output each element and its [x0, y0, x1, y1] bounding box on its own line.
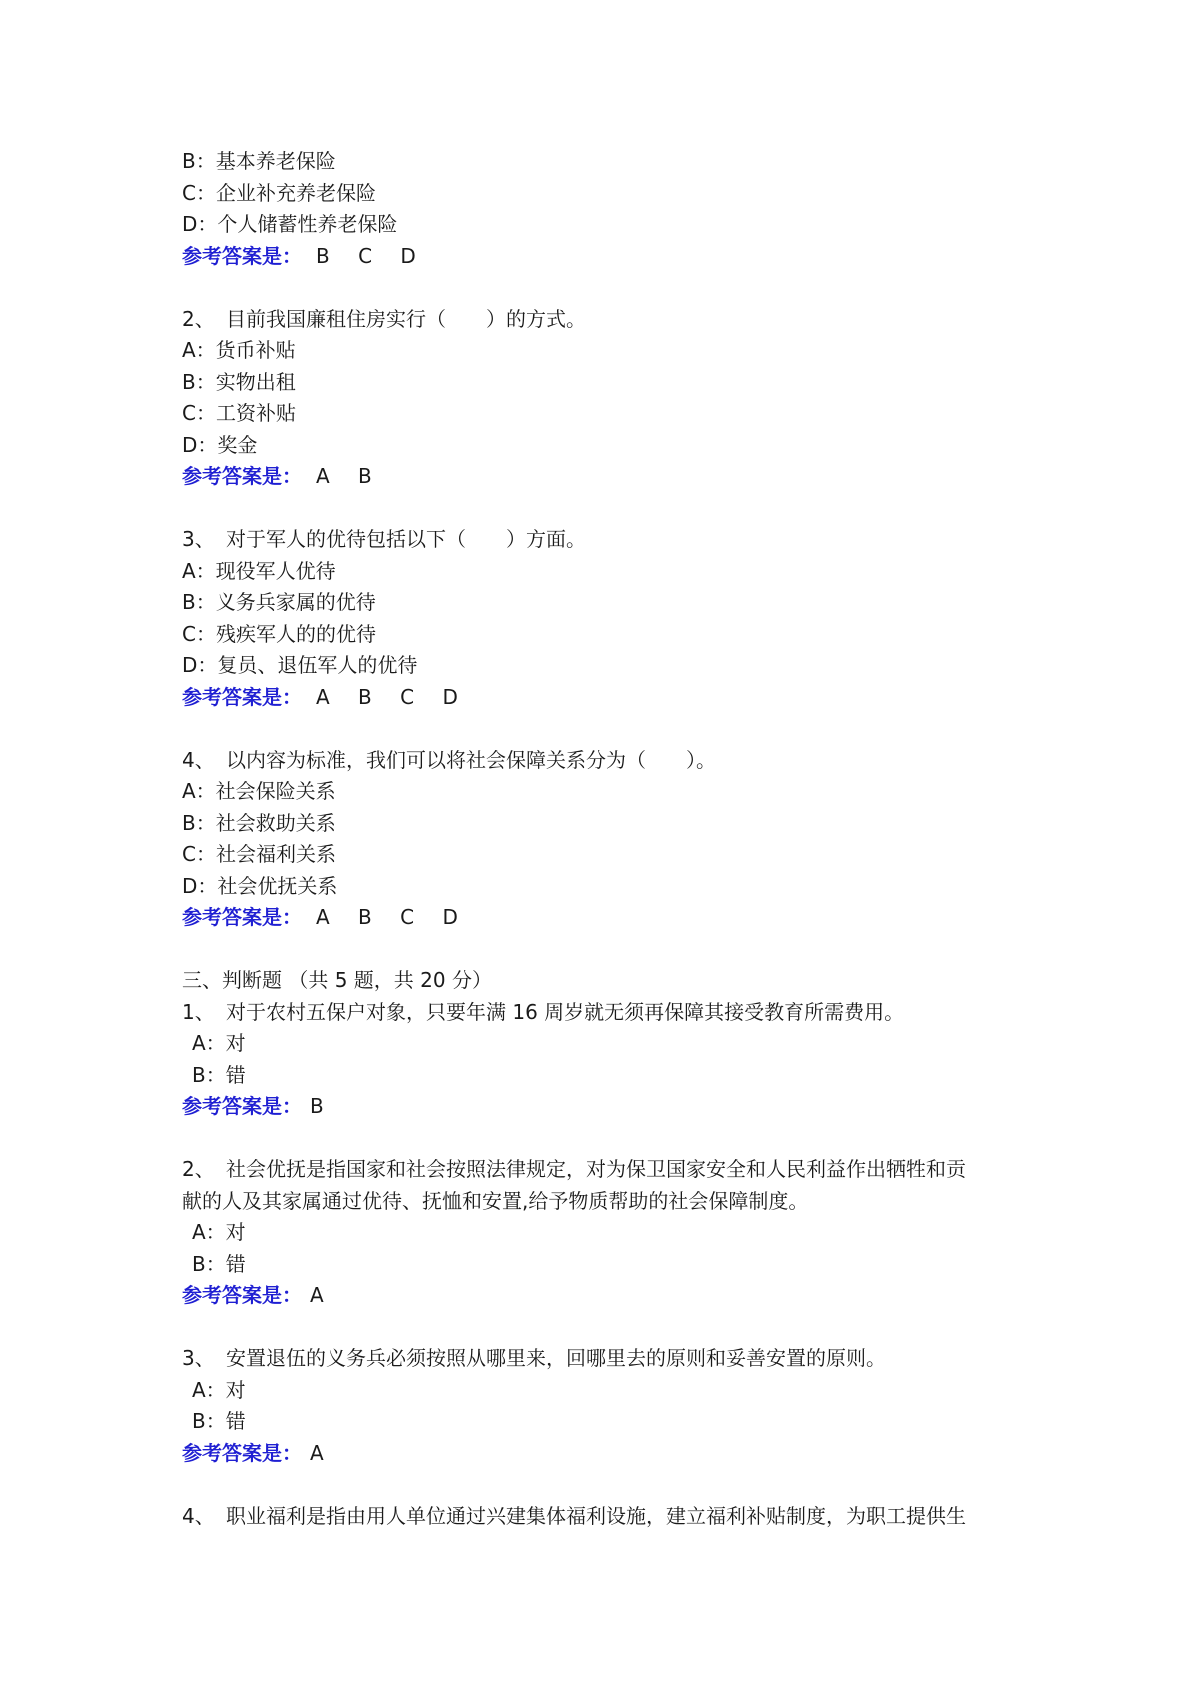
question-number: 4、	[182, 747, 215, 772]
option-c: C：企业补充养老保险	[182, 180, 376, 205]
answer-row	[182, 1438, 1022, 1470]
answer-row	[182, 1091, 1022, 1123]
question-text: 对于军人的优待包括以下（ ）方面。	[226, 527, 586, 551]
exam-content	[182, 146, 1022, 1532]
answer-row	[182, 682, 1022, 714]
answer-value: B C D	[316, 243, 416, 268]
answer-value: A B C D	[316, 684, 458, 709]
option-a: A：社会保险关系	[182, 779, 336, 803]
answer-value: A B	[316, 464, 372, 488]
question-number: 2、	[182, 306, 215, 331]
option-b: B：基本养老保险	[182, 149, 336, 173]
question-2	[182, 1154, 1022, 1186]
answer-label: 参考答案是：	[182, 1440, 302, 1465]
question-number: 3、	[182, 527, 215, 551]
option-a: A：对	[192, 1377, 246, 1402]
answer-label: 参考答案是：	[182, 243, 302, 268]
question-3	[182, 524, 1022, 556]
question-number: 1、	[182, 999, 215, 1024]
option-b: B：错	[192, 1409, 246, 1433]
answer-label: 参考答案是：	[182, 905, 302, 929]
answer-row	[182, 1280, 1022, 1312]
question-text: 对于农村五保户对象，只要年满 16 周岁就无须再保障其接受教育所需费用。	[226, 999, 905, 1024]
question-text-line-1: 社会优抚是指国家和社会按照法律规定，对为保卫国家安全和人民利益作出牺牲和贡	[226, 1157, 966, 1181]
question-4	[182, 1501, 1022, 1533]
question-1	[182, 997, 1022, 1029]
option-b: B：义务兵家属的优待	[182, 590, 376, 614]
answer-row	[182, 902, 1022, 934]
option-b: B：错	[192, 1062, 246, 1087]
question-text: 安置退伍的义务兵必须按照从哪里来，回哪里去的原则和妥善安置的原则。	[226, 1346, 886, 1370]
option-c: C：社会福利关系	[182, 842, 336, 866]
answer-value: B	[310, 1094, 324, 1118]
option-c: C：残疾军人的的优待	[182, 621, 376, 646]
question-text-line-2: 献的人及其家属通过优待、抚恤和安置,给予物质帮助的社会保障制度。	[182, 1188, 809, 1213]
option-a: A：对	[192, 1220, 246, 1244]
question-number: 4、	[182, 1503, 215, 1528]
answer-value: A	[310, 1440, 324, 1465]
question-number: 2、	[182, 1157, 215, 1181]
option-b: B：错	[192, 1251, 246, 1276]
section-heading: 三、判断题 （共 5 题，共 20 分）	[182, 968, 492, 992]
answer-label: 参考答案是：	[182, 1094, 302, 1118]
option-d: D：复员、退伍军人的优待	[182, 653, 418, 677]
answer-row	[182, 461, 1022, 493]
option-a: A：对	[192, 1031, 246, 1055]
option-d: D：奖金	[182, 432, 258, 457]
option-a: A：货币补贴	[182, 338, 296, 362]
question-text: 职业福利是指由用人单位通过兴建集体福利设施，建立福利补贴制度，为职工提供生	[226, 1503, 966, 1528]
option-b: B：社会救助关系	[182, 810, 336, 835]
question-text: 目前我国廉租住房实行（ ）的方式。	[226, 306, 586, 331]
answer-label: 参考答案是：	[182, 1283, 302, 1307]
question-2	[182, 304, 1022, 336]
option-d: D：个人储蓄性养老保险	[182, 212, 398, 236]
question-text: 以内容为标准，我们可以将社会保障关系分为（ ）。	[226, 747, 716, 772]
answer-value: A B C D	[316, 905, 458, 929]
question-number: 3、	[182, 1346, 215, 1370]
answer-row	[182, 241, 1022, 273]
option-b: B：实物出租	[182, 369, 296, 394]
question-3	[182, 1343, 1022, 1375]
answer-label: 参考答案是：	[182, 684, 302, 709]
option-c: C：工资补贴	[182, 401, 296, 425]
option-d: D：社会优抚关系	[182, 873, 338, 898]
option-a: A：现役军人优待	[182, 558, 336, 583]
answer-label: 参考答案是：	[182, 464, 302, 488]
question-4	[182, 745, 1022, 777]
answer-value: A	[310, 1283, 324, 1307]
